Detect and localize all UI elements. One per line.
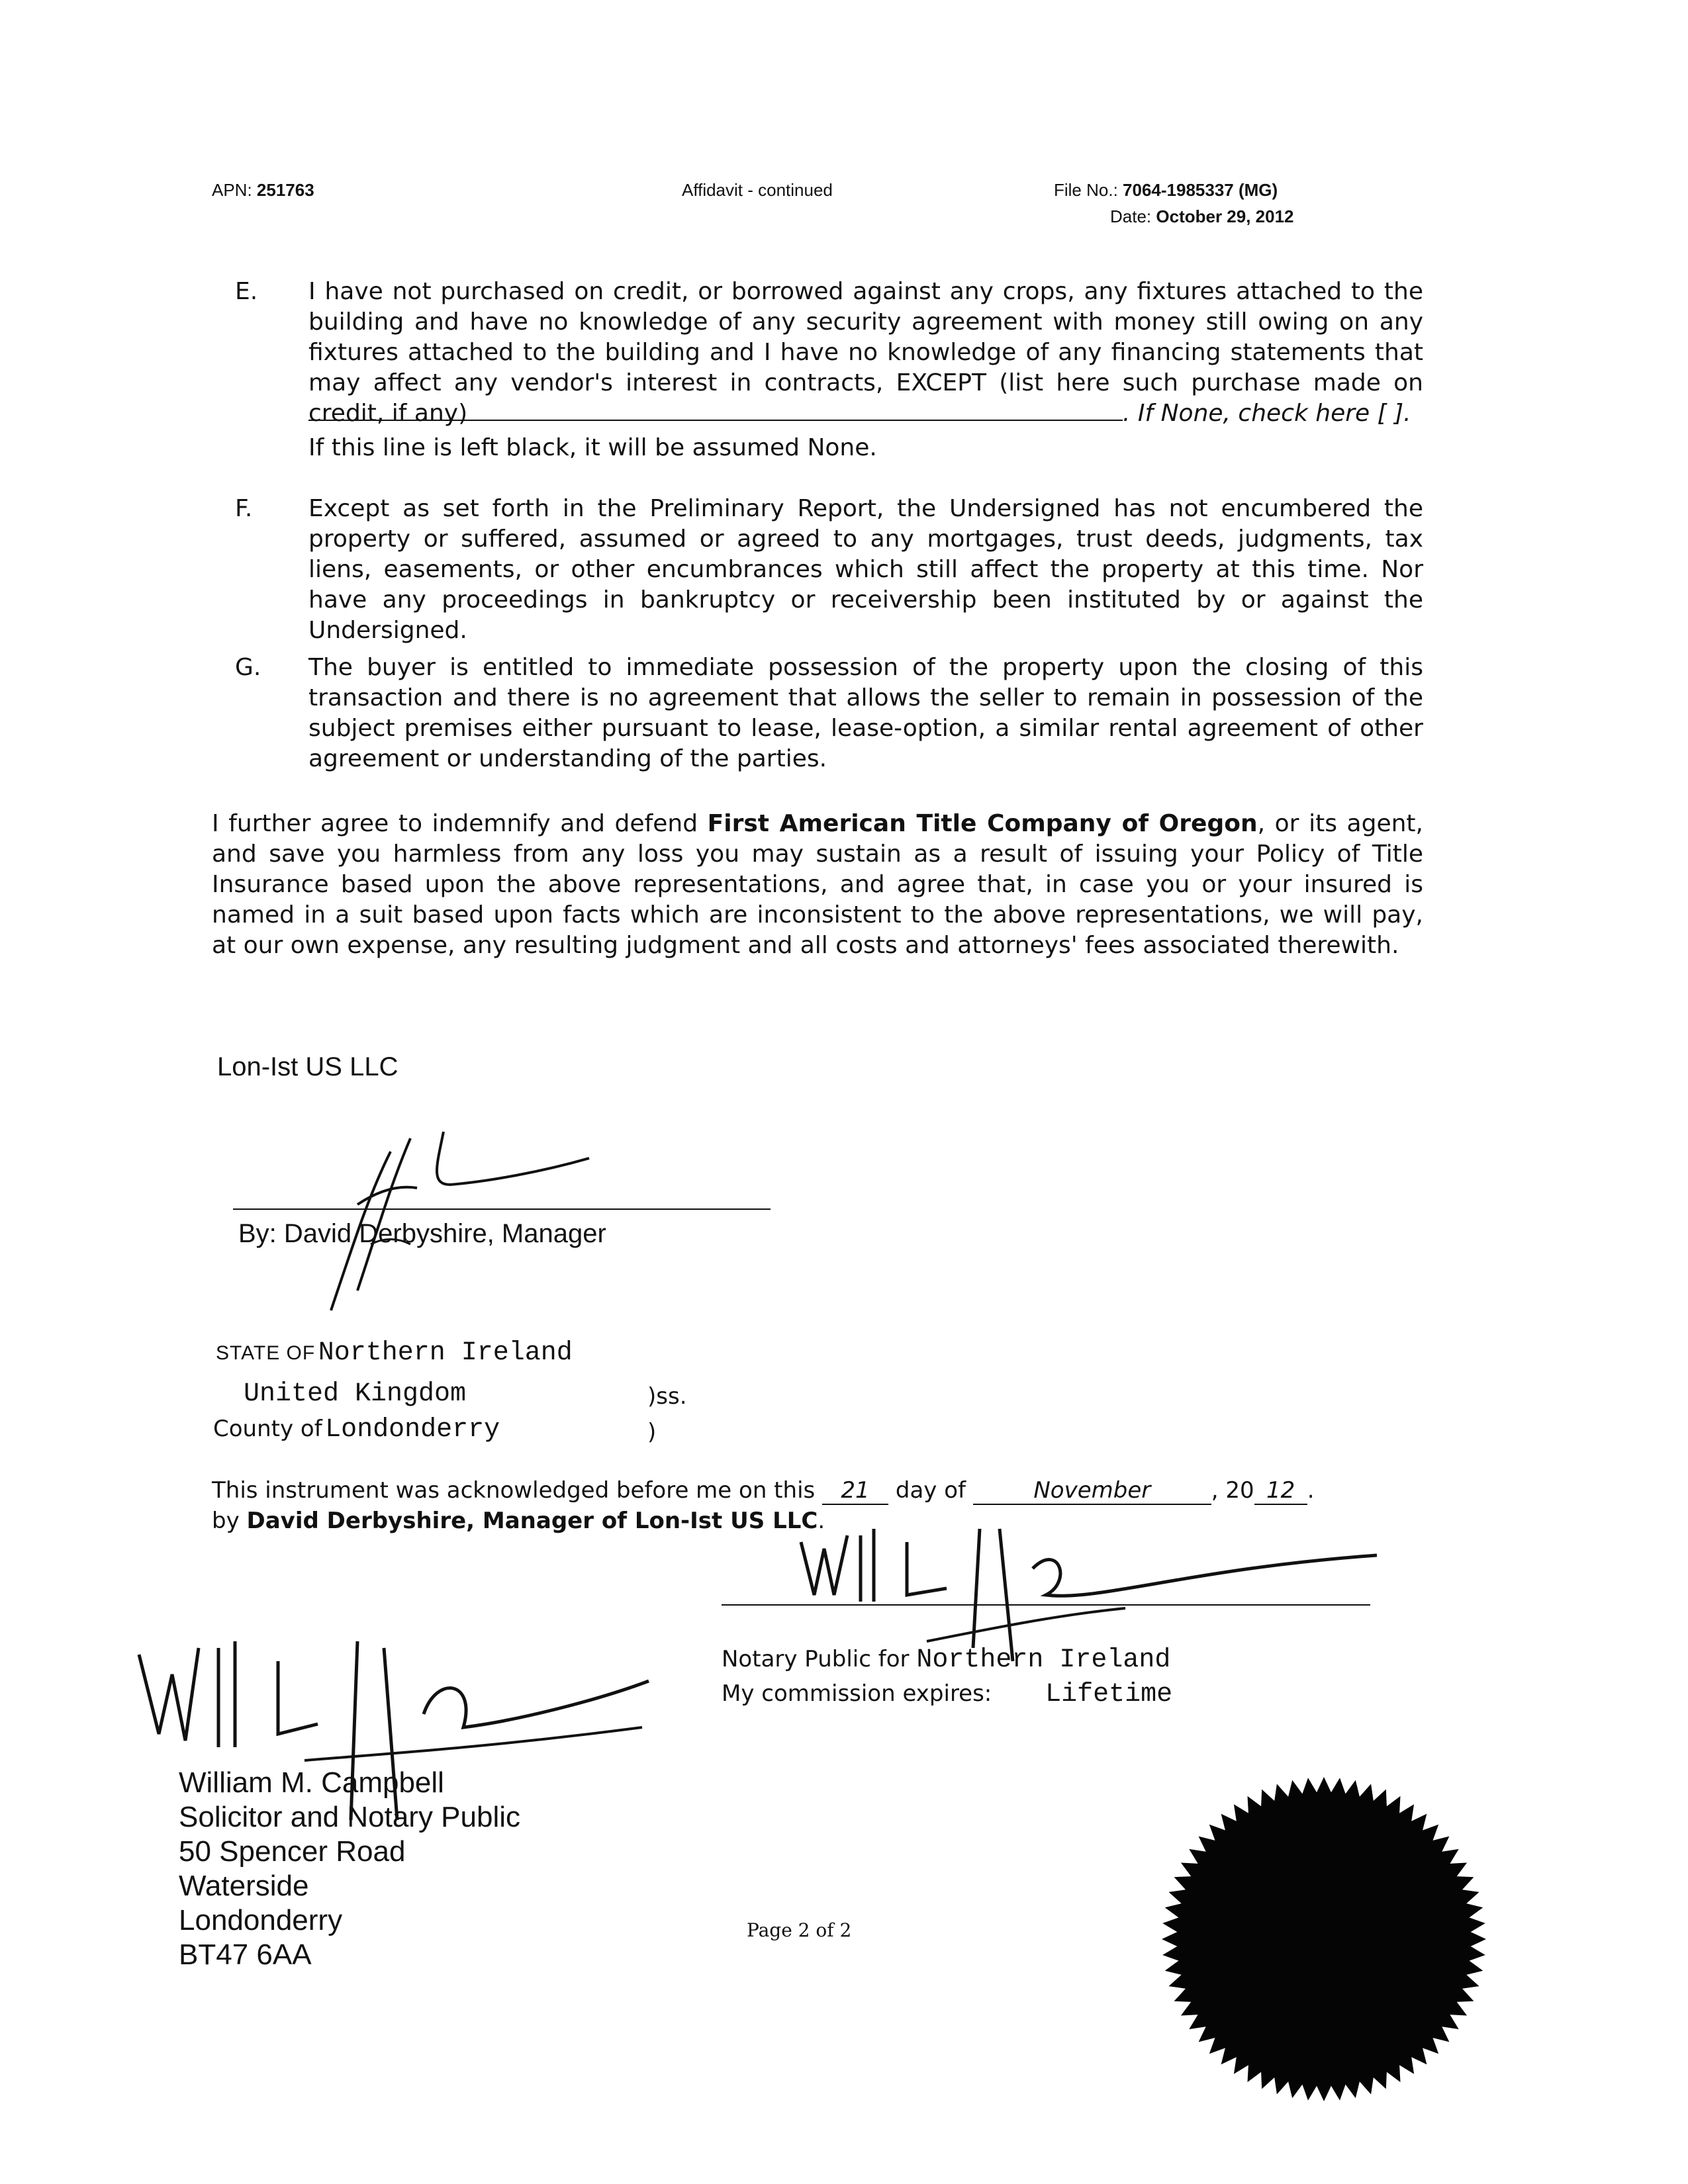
ack-pre: This instrument was acknowledged before me on this: [212, 1477, 816, 1504]
notary-public-value: Northern Ireland: [916, 1645, 1171, 1675]
notary-expires: [722, 1680, 1172, 1709]
ack-year: 12: [1254, 1477, 1307, 1505]
ss-mark: )ss.: [647, 1383, 687, 1410]
apn-value: 251763: [256, 180, 314, 200]
file-number: [1054, 180, 1278, 201]
county-label: County of: [213, 1416, 322, 1442]
ack-period: .: [818, 1508, 825, 1534]
header-center: Affidavit - continued: [682, 180, 833, 200]
ack-year-prefix: , 20: [1211, 1477, 1254, 1504]
ack-day-label: day of: [895, 1477, 966, 1504]
notary-stamp: [179, 1766, 520, 1972]
derbyshire-signature: [291, 1112, 662, 1324]
ack-day: 21: [822, 1477, 888, 1505]
item-e-note: If this line is left black, it will be assumed None.: [308, 434, 877, 461]
item-letter-e: E.: [235, 278, 258, 305]
date-label: Date:: [1110, 206, 1152, 226]
stamp-line-area: Waterside: [179, 1870, 309, 1902]
item-f-text: Except as set forth in the Preliminary Report, the Undersigned has not encumbered the property or suffered, assumed or agreed to any mortgages, trust deeds, judgments, tax liens, easements, or other encumbrances which still affect the property at this time. Nor have any proceedings in bankruptcy or receivership been instituted by or against the Undersigned.: [308, 495, 1423, 644]
file-label: File No.:: [1054, 180, 1118, 200]
venue-county: [213, 1415, 500, 1445]
notary-expires-label: My commission expires:: [722, 1680, 992, 1707]
ack-line-2: [212, 1508, 825, 1534]
stamp-line-street: 50 Spencer Road: [179, 1835, 406, 1868]
page-number: Page 2 of 2: [747, 1919, 852, 1941]
notary-public-label: Notary Public for: [722, 1646, 910, 1672]
header-date: [1110, 206, 1294, 227]
stamp-line-postcode: BT47 6AA: [179, 1938, 312, 1971]
county-value: Londonderry: [325, 1415, 500, 1445]
date-value: October 29, 2012: [1156, 206, 1294, 226]
stamp-line-city: Londonderry: [179, 1904, 343, 1936]
apn: [212, 180, 314, 201]
indemnity-paragraph: [212, 809, 1423, 961]
indemnity-company: First American Title Company of Oregon: [707, 810, 1258, 837]
ack-line-1: This instrument was acknowledged before me on this 21 day of November , 20 12 .: [212, 1477, 1315, 1504]
item-e-blank-line[interactable]: [308, 397, 1411, 427]
ack-by: by: [212, 1508, 247, 1534]
stamp-line-title: Solicitor and Notary Public: [179, 1801, 521, 1833]
notary-expires-value: Lifetime: [1045, 1680, 1173, 1709]
country-value: United Kingdom: [244, 1379, 467, 1409]
ack-signer: David Derbyshire, Manager of Lon-Ist US LLC: [246, 1508, 818, 1534]
item-g-text: The buyer is entitled to immediate possession of the property upon the closing of this transaction and there is no agreement that allows the seller to remain in possession of the subject premises either pursuant to lease, lease-option, a similar rental agreement of other agreement or understanding of the parties.: [308, 654, 1423, 772]
entity-name: Lon-Ist US LLC: [217, 1052, 399, 1081]
file-value: 7064-1985337 (MG): [1123, 180, 1278, 200]
county-paren: ): [647, 1419, 657, 1445]
notary-seal-icon: [1158, 1774, 1489, 2105]
item-e-body: I have not purchased on credit, or borrowed against any crops, any fixtures attached to the building and have no knowledge of any security agreement with money still owing on any fixtures attached to the building and I have no knowledge of any financing statements that may affect any vendor's interest in contracts, EXCEPT (list here such purchase made on credit, if any): [308, 278, 1423, 427]
venue-state: [216, 1338, 573, 1368]
apn-label: APN:: [212, 180, 252, 200]
item-letter-f: F.: [235, 495, 253, 522]
stamp-line-name: William M. Campbell: [179, 1766, 444, 1799]
state-label: STATE OF: [216, 1342, 316, 1364]
item-e-if-none: . If None, check here [ ].: [1123, 400, 1411, 427]
item-letter-g: G.: [235, 654, 261, 681]
state-value: Northern Ireland: [318, 1338, 573, 1368]
indemnity-pre: I further agree to indemnify and defend: [212, 810, 708, 837]
by-line: By: David Derbyshire, Manager: [238, 1219, 606, 1248]
ack-month: November: [973, 1477, 1211, 1505]
notary-public: [722, 1645, 1170, 1675]
indemnity-post: , or its agent, and save you harmless from any loss you may sustain as a result of issuing your Policy of Title Insurance based upon the above representations, and agree that, in case you or your insured is named in a suit based upon facts which are inconsistent to the above representations, we will pay, at our own expense, any resulting judgment and all costs and attorneys' fees associated therewith.: [212, 810, 1423, 959]
